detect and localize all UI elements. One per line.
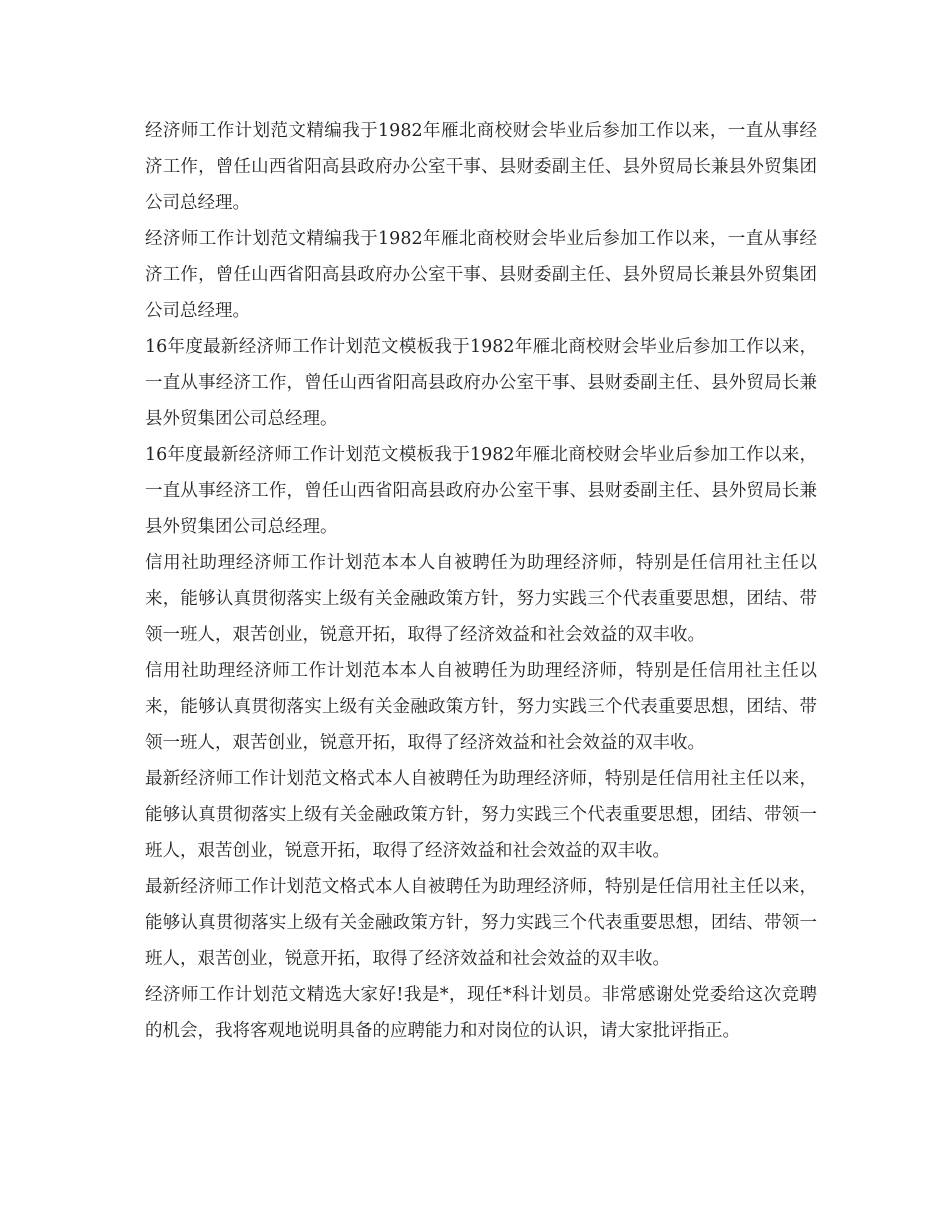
document-body xyxy=(145,113,817,1049)
paragraph-4: 16年度最新经济师工作计划范文模板我于1982年雁北商校财会毕业后参加工作以来，一直从事经济工作，曾任山西省阳高县政府办公室干事、县财委副主任、县外贸局长兼县外贸集团公司总经理。 xyxy=(145,445,817,537)
paragraph-2: 经济师工作计划范文精编我于1982年雁北商校财会毕业后参加工作以来，一直从事经济工作，曾任山西省阳高县政府办公室干事、县财委副主任、县外贸局长兼县外贸集团公司总经理。 xyxy=(145,229,817,321)
paragraph-9: 经济师工作计划范文精选大家好!我是*，现任*科计划员。非常感谢处党委给这次竞聘的机会，我将客观地说明具备的应聘能力和对岗位的认识，请大家批评指正。 xyxy=(145,985,817,1041)
paragraph-1: 经济师工作计划范文精编我于1982年雁北商校财会毕业后参加工作以来，一直从事经济工作，曾任山西省阳高县政府办公室干事、县财委副主任、县外贸局长兼县外贸集团公司总经理。 xyxy=(145,121,817,213)
paragraph-3: 16年度最新经济师工作计划范文模板我于1982年雁北商校财会毕业后参加工作以来，一直从事经济工作，曾任山西省阳高县政府办公室干事、县财委副主任、县外贸局长兼县外贸集团公司总经理。 xyxy=(145,337,817,429)
paragraph-7: 最新经济师工作计划范文格式本人自被聘任为助理经济师，特别是任信用社主任以来，能够认真贯彻落实上级有关金融政策方针，努力实践三个代表重要思想，团结、带领一班人，艰苦创业，锐意开拓，取得了经济效益和社会效益的双丰收。 xyxy=(145,769,817,861)
paragraph-5: 信用社助理经济师工作计划范本本人自被聘任为助理经济师，特别是任信用社主任以来，能够认真贯彻落实上级有关金融政策方针，努力实践三个代表重要思想，团结、带领一班人，艰苦创业，锐意开拓，取得了经济效益和社会效益的双丰收。 xyxy=(145,553,817,645)
paragraph-8: 最新经济师工作计划范文格式本人自被聘任为助理经济师，特别是任信用社主任以来，能够认真贯彻落实上级有关金融政策方针，努力实践三个代表重要思想，团结、带领一班人，艰苦创业，锐意开拓，取得了经济效益和社会效益的双丰收。 xyxy=(145,877,817,969)
paragraph-6: 信用社助理经济师工作计划范本本人自被聘任为助理经济师，特别是任信用社主任以来，能够认真贯彻落实上级有关金融政策方针，努力实践三个代表重要思想，团结、带领一班人，艰苦创业，锐意开拓，取得了经济效益和社会效益的双丰收。 xyxy=(145,661,817,753)
